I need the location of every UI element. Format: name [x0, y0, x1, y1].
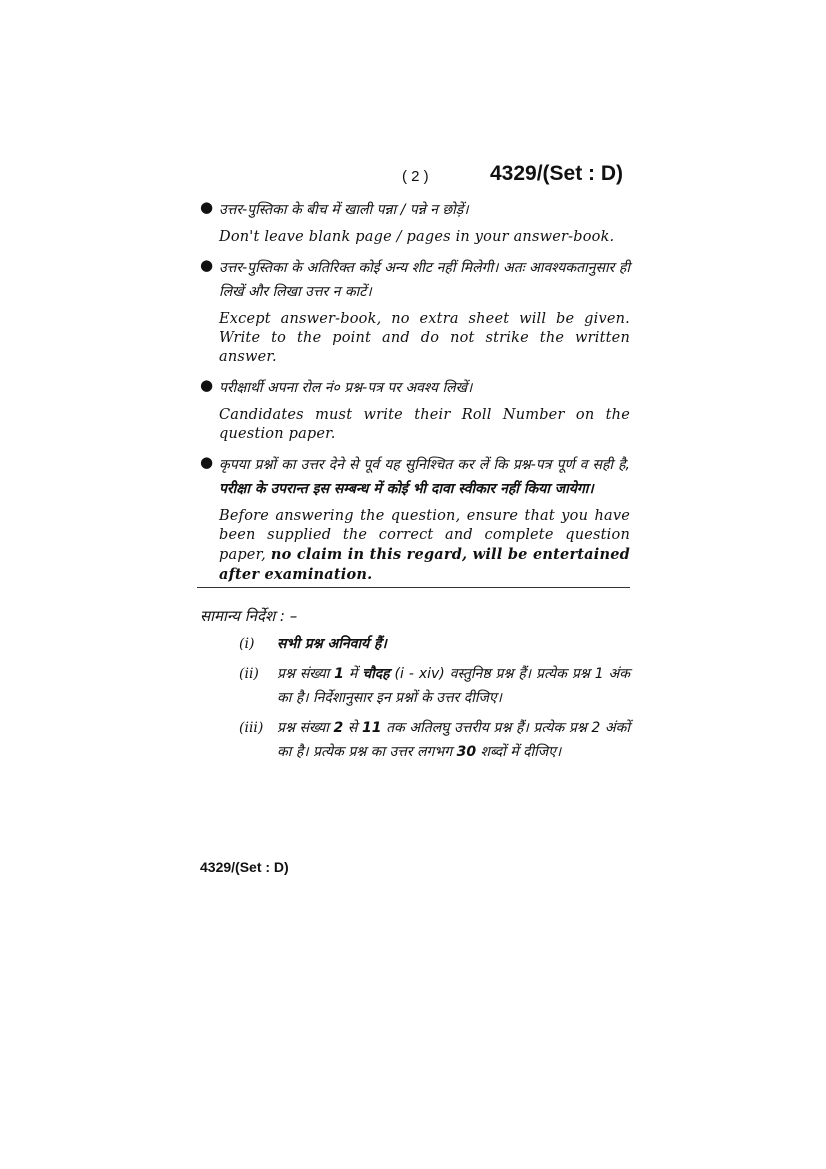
instruction-english: [219, 507, 630, 585]
set-code-footer: 4329/(Set : D): [200, 859, 289, 875]
item-text-bold: 11: [361, 720, 382, 736]
instruction-english: Except answer-book, no extra sheet will be given. Write to the point and do not strike the written answer.: [219, 311, 630, 365]
item-text-bold: 1: [334, 666, 344, 682]
item-text-bold: सभी प्रश्न अनिवार्य हैं।: [277, 636, 387, 652]
instruction-bullet: [197, 376, 630, 444]
bullet-icon: ●: [200, 453, 214, 471]
general-instruction-item: [197, 662, 630, 710]
instruction-hindi: परीक्षार्थी अपना रोल नं० प्रश्न-पत्र पर अवश्य लिखें।: [219, 380, 473, 396]
instruction-hindi-bold: परीक्षा के उपरान्त इस सम्बन्ध में कोई भी दावा स्वीकार नहीं किया जायेगा।: [219, 481, 594, 497]
instruction-hindi-text: कृपया प्रश्नों का उत्तर देने से पूर्व यह सुनिश्चित कर लें कि प्रश्न-पत्र पूर्ण व सही है,: [219, 457, 630, 473]
item-text: तक अतिलघु उत्तरीय प्रश्न हैं। प्रत्येक प्रश्न 2 अंकों का है। प्रत्येक प्रश्न का उत्तर लगभग: [277, 720, 630, 760]
general-instruction-item: [197, 716, 630, 764]
item-text: प्रश्न संख्या: [277, 666, 335, 682]
instruction-english: Don't leave blank page / pages in your answer-book.: [219, 229, 615, 245]
bullet-icon: ●: [200, 256, 214, 274]
item-text-bold: 30: [456, 744, 477, 760]
set-code-header: 4329/(Set : D): [490, 162, 624, 185]
item-number: (iii): [239, 720, 264, 736]
instruction-english-text: Before answering the question, ensure that you have been supplied the correct and complete question paper,: [219, 508, 630, 563]
item-number: (i): [239, 636, 255, 652]
instruction-bullet: [197, 198, 630, 247]
instruction-bullet: [197, 453, 630, 585]
bullet-icon: ●: [200, 376, 214, 394]
instruction-english-bold: no claim in this regard, will be entertained after examination.: [219, 546, 630, 583]
item-number: (ii): [239, 666, 259, 682]
general-instruction-item: [197, 632, 630, 656]
general-instructions-heading: सामान्य निर्देश : –: [200, 607, 298, 625]
item-text: (i - xiv) वस्तुनिष्ठ प्रश्न हैं। प्रत्येक प्रश्न 1 अंक का है। निर्देशानुसार इन प्रश्नों के उत्तर दीजिए।: [277, 666, 630, 706]
item-text: में: [343, 666, 363, 682]
instruction-hindi: [219, 453, 630, 501]
instruction-bullet: [197, 256, 630, 367]
instructions-section: [197, 198, 630, 764]
instruction-hindi: उत्तर-पुस्तिका के बीच में खाली पन्ना / पन्ने न छोड़ें।: [219, 202, 469, 218]
instruction-hindi: उत्तर-पुस्तिका के अतिरिक्त कोई अन्य शीट नहीं मिलेगी। अतः आवश्यकतानुसार ही लिखें और लिखा उत्तर न काटें।: [219, 260, 630, 300]
page-number: ( 2 ): [402, 168, 429, 185]
item-text-bold: चौदह: [362, 666, 390, 682]
item-text: प्रश्न संख्या: [277, 720, 334, 736]
item-text: शब्दों में दीजिए।: [476, 744, 562, 760]
divider: [197, 587, 630, 588]
item-text: से: [343, 720, 362, 736]
item-text-bold: 2: [333, 720, 344, 736]
bullet-icon: ●: [200, 198, 214, 216]
instruction-english: Candidates must write their Roll Number on the question paper.: [219, 407, 630, 442]
